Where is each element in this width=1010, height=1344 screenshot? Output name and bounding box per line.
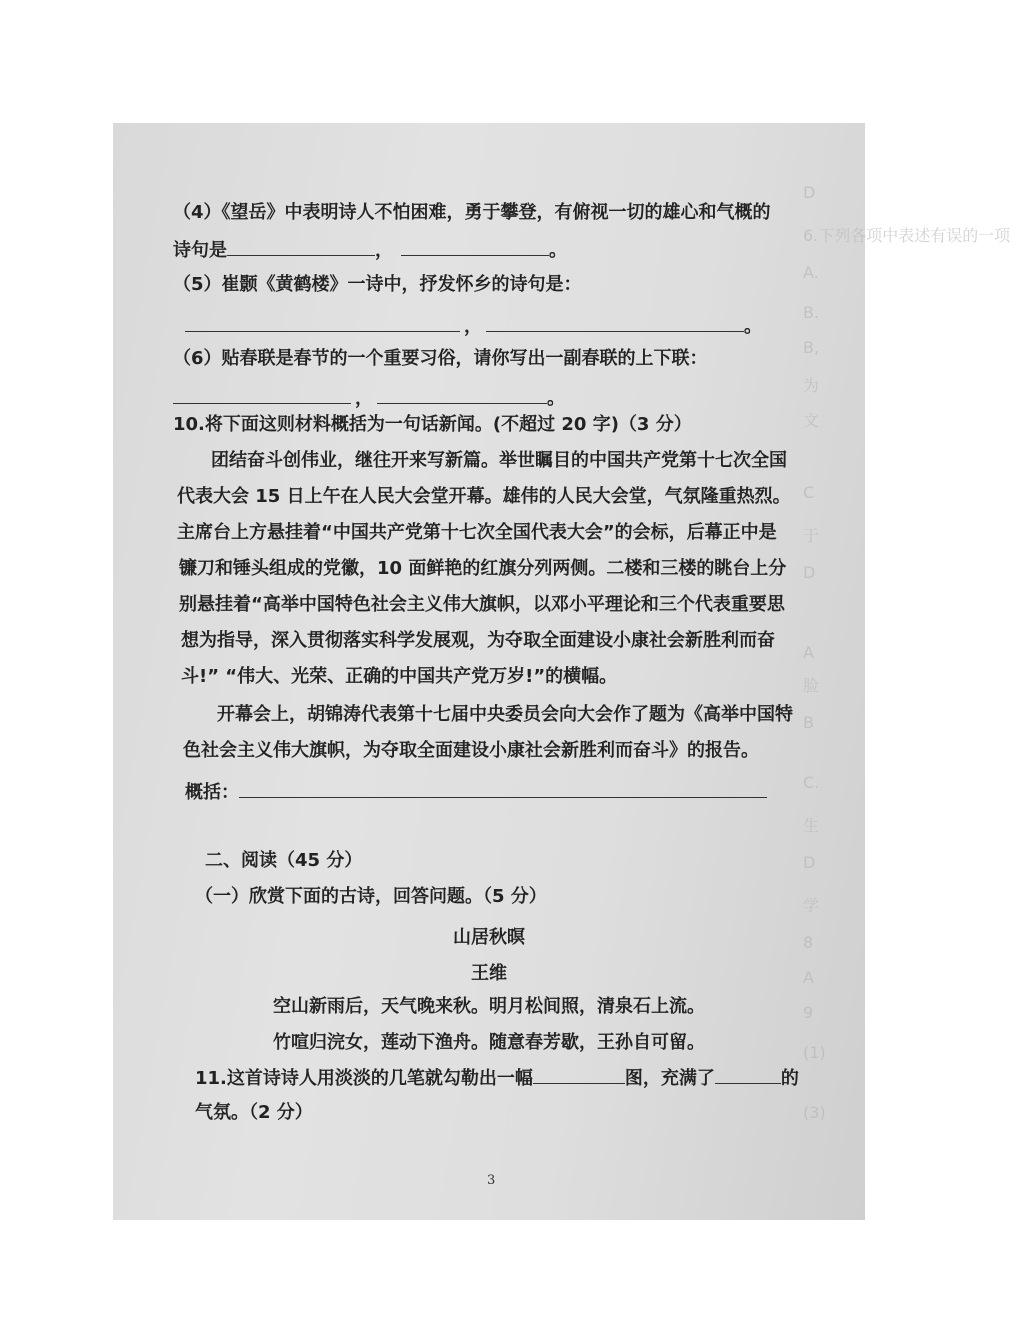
answer-blank[interactable] [486,313,744,332]
scanned-exam-page: D 6.下列各项中表述有误的一项 A. B. B, 为 文 C 于 D A 脸 B C. 生 D 学 8 A 9 (1) (3) （4）《望岳》中表明诗人不怕困难，勇于攀登，有俯视一切的雄心和气概的 诗句是 ， 。 （5）崔颢《黄鹤楼》一诗中，抒发怀乡的诗句是： ， 。 （6）贴春联是春节的一个重要习俗，请你写出一副春联的上下联： ， 。 10.将下面这则材料概括为一句话新闻。(不超过 20 字)（3 分） 团结奋斗创伟业，继往开来写新篇。举世瞩目的中国共产党第十七次全国 代表大会 15 日上午在人民大会堂开幕。雄伟的人民大会堂，气氛隆重热烈。 主席台上方悬挂着“中国共产党第十七次全国代表大会”的会标，后幕正中是 镰刀和锤头组成的党徽，10 面鲜艳的红旗分列两侧。二楼和三楼的眺台上分 别悬挂着“高举中国特色社会主义伟大旗帜，以邓小平理论和三个代表重要思 想为指导，深入贯彻落实科学发展观，为夺取全面建设小康社会新胜利而奋 斗!” “伟大、光荣、正确的中国共产党万岁!”的横幅。 开幕会上，胡锦涛代表第十七届中央委员会向大会作了题为《高举中国特 色社会主义伟大旗帜，为夺取全面建设小康社会新胜利而奋斗》的报告。 概括： 二、阅读（45 分） （一）欣赏下面的古诗，回答问题。（5 分） 山居秋暝 王维 空山新雨后，天气晚来秋。明月松间照，清泉石上流。 竹喧归浣女，莲动下渔舟。随意春芳歇，王孙自可留。 11.这首诗诗人用淡淡的几笔就勾勒出一幅 图，充满了 的 气氛。（2 分） 3 [113,123,865,1220]
poem-line: 空山新雨后，天气晚来秋。明月松间照，清泉石上流。 [273,996,705,1017]
poem-author: 王维 [471,963,507,984]
comma: ， [464,316,482,337]
q10-para1-line: 主席台上方悬挂着“中国共产党第十七次全国代表大会”的会标，后幕正中是 [177,522,777,543]
q11-line2: 气氛。（2 分） [195,1102,313,1123]
q11-text-a: 11.这首诗诗人用淡淡的几笔就勾勒出一幅 [195,1068,533,1089]
q10-para1-line: 斗!” “伟大、光荣、正确的中国共产党万岁!”的横幅。 [181,666,618,687]
q10-para1-line: 想为指导，深入贯彻落实科学发展观，为夺取全面建设小康社会新胜利而奋 [181,630,775,651]
q9-item4-line2 [173,237,567,263]
period: 。 [549,240,567,261]
q10-para1-line: 团结奋斗创伟业，继往开来写新篇。举世瞩目的中国共产党第十七次全国 [211,450,787,471]
answer-blank[interactable] [185,313,460,332]
answer-blank[interactable] [227,237,375,256]
summary-label: 概括： [185,782,239,803]
section-part-title: （一）欣赏下面的古诗，回答问题。（5 分） [195,886,547,907]
period: 。 [547,388,565,409]
answer-blank[interactable] [533,1065,625,1084]
comma: ， [375,240,393,261]
answer-blank[interactable] [715,1065,781,1084]
page-number: 3 [487,1173,496,1188]
q9-item4-prefix: 诗句是 [173,240,227,261]
q11-line1 [195,1065,799,1091]
poem-line: 竹喧归浣女，莲动下渔舟。随意春芳歇，王孙自可留。 [273,1032,705,1053]
q11-text-b: 图，充满了 [624,1068,715,1089]
poem-title: 山居秋暝 [453,927,525,948]
q10-para1-line: 镰刀和锤头组成的党徽，10 面鲜艳的红旗分列两侧。二楼和三楼的眺台上分 [179,558,787,579]
q10-prompt: 10.将下面这则材料概括为一句话新闻。(不超过 20 字)（3 分） [173,414,692,435]
q9-item4-line1: （4）《望岳》中表明诗人不怕困难，勇于攀登，有俯视一切的雄心和气概的 [173,202,771,223]
comma: ， [355,388,373,409]
q10-para1-line: 别悬挂着“高举中国特色社会主义伟大旗帜，以邓小平理论和三个代表重要思 [179,594,785,615]
section-heading: 二、阅读（45 分） [205,850,363,871]
q10-para1-line: 代表大会 15 日上午在人民大会堂开幕。雄伟的人民大会堂，气氛隆重热烈。 [177,486,791,507]
q10-para2-line: 色社会主义伟大旗帜，为夺取全面建设小康社会新胜利而奋斗》的报告。 [183,740,759,761]
answer-blank[interactable] [377,385,547,404]
q9-item6-line1: （6）贴春联是春节的一个重要习俗，请你写出一副春联的上下联： [173,348,708,369]
q9-item5-line1: （5）崔颢《黄鹤楼》一诗中，抒发怀乡的诗句是： [173,274,582,295]
q11-text-c: 的 [780,1068,799,1089]
summary-blank[interactable] [239,779,767,798]
answer-blank[interactable] [401,237,549,256]
q9-item6-answer [173,385,565,411]
answer-blank[interactable] [173,385,351,404]
q10-para2-line: 开幕会上，胡锦涛代表第十七届中央委员会向大会作了题为《高举中国特 [217,704,793,725]
q9-item5-answer [185,313,762,339]
q10-summary [185,779,767,805]
period: 。 [744,316,762,337]
